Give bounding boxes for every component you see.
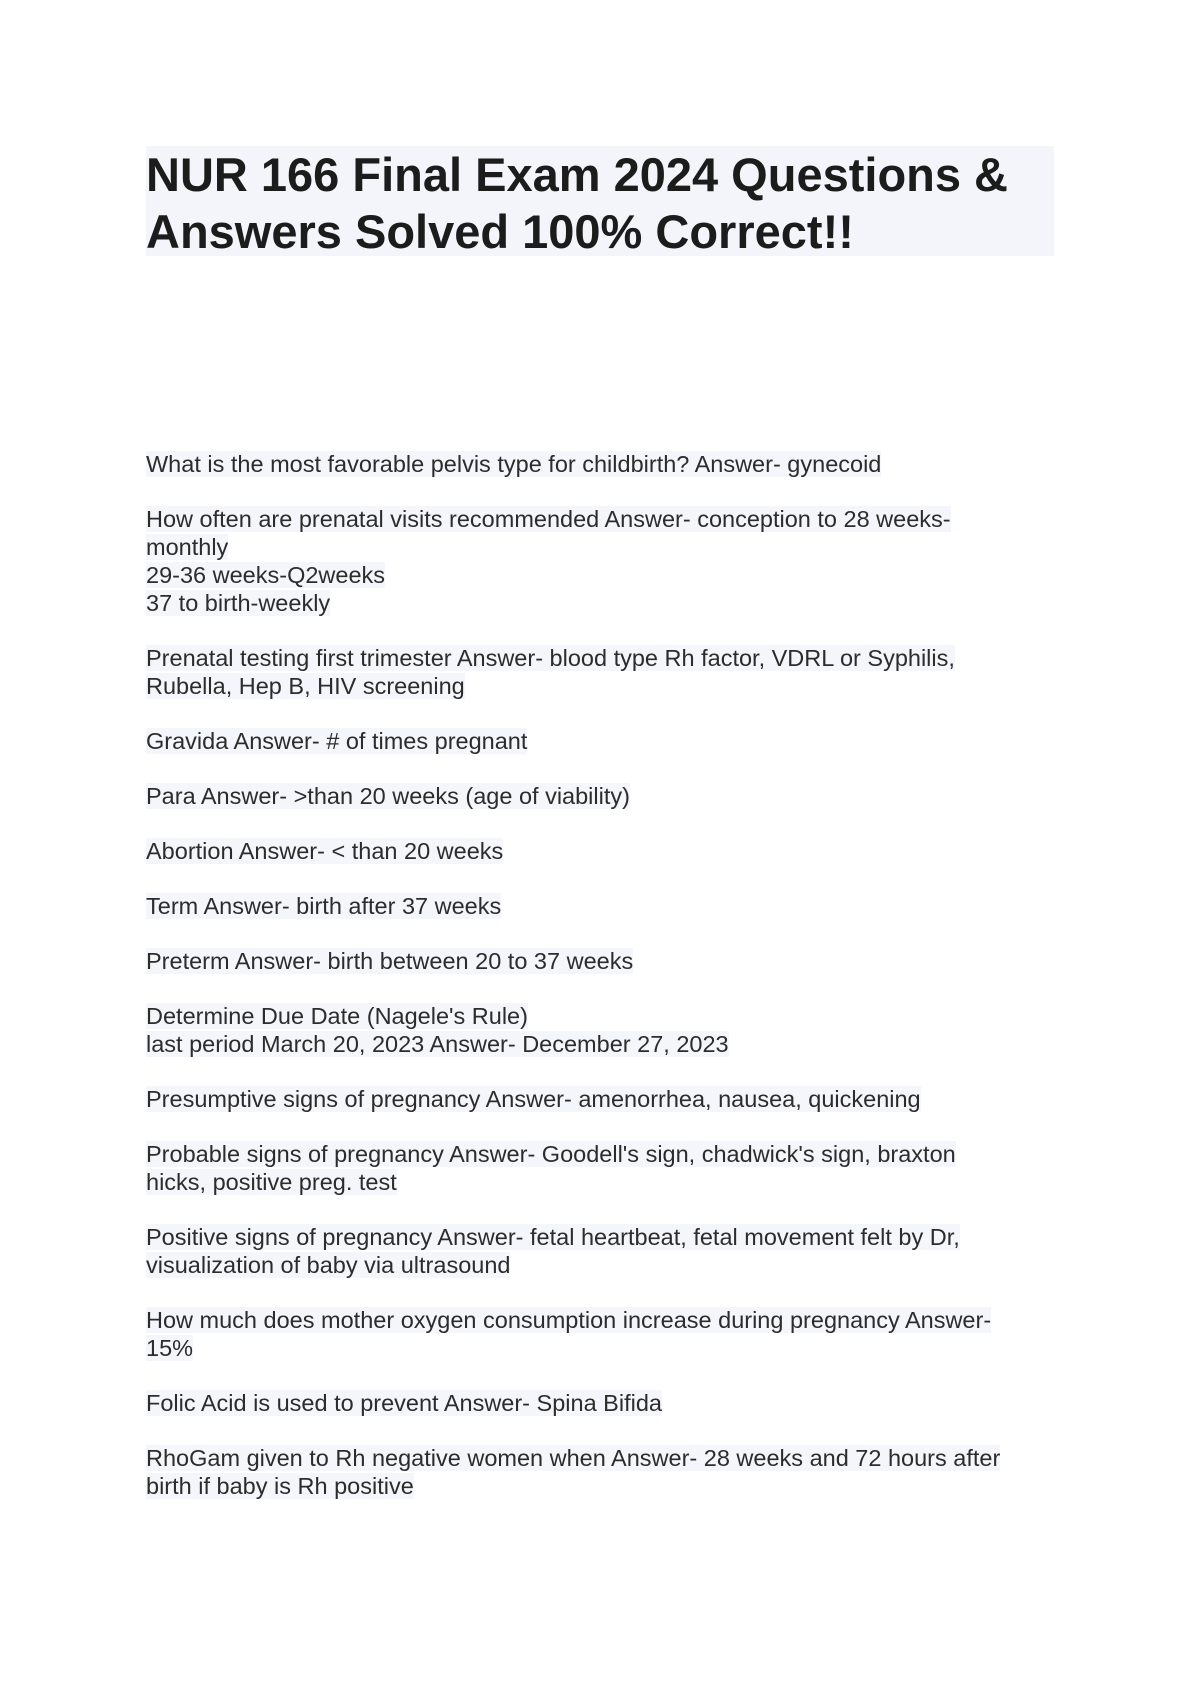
qa-line: hicks, positive preg. test xyxy=(146,1169,397,1195)
title-block xyxy=(146,146,1054,256)
qa-line: monthly xyxy=(146,534,229,560)
qa-line: Folic Acid is used to prevent Answer- Spina Bifida xyxy=(146,1390,662,1416)
title-line: Answers Solved 100% Correct!! xyxy=(146,205,854,258)
qa-line: last period March 20, 2023 Answer- December 27, 2023 xyxy=(146,1031,729,1057)
qa-list xyxy=(146,450,1066,1527)
qa-line: Prenatal testing first trimester Answer- blood type Rh factor, VDRL or Syphilis, xyxy=(146,645,955,671)
qa-line: 15% xyxy=(146,1335,194,1361)
qa-item xyxy=(146,505,1066,617)
qa-item xyxy=(146,1223,1066,1279)
qa-item xyxy=(146,837,1066,865)
qa-line: Positive signs of pregnancy Answer- fetal heartbeat, fetal movement felt by Dr, xyxy=(146,1224,960,1250)
qa-line: RhoGam given to Rh negative women when Answer- 28 weeks and 72 hours after xyxy=(146,1445,1001,1471)
qa-line: visualization of baby via ultrasound xyxy=(146,1252,511,1278)
qa-line: Gravida Answer- # of times pregnant xyxy=(146,728,528,754)
qa-item xyxy=(146,727,1066,755)
qa-line: Para Answer- >than 20 weeks (age of viability) xyxy=(146,783,630,809)
qa-line: Preterm Answer- birth between 20 to 37 weeks xyxy=(146,948,634,974)
qa-line: Rubella, Hep B, HIV screening xyxy=(146,673,465,699)
qa-item xyxy=(146,1444,1066,1500)
qa-item xyxy=(146,1140,1066,1196)
qa-item xyxy=(146,1085,1066,1113)
qa-line: Abortion Answer- < than 20 weeks xyxy=(146,838,504,864)
qa-line: How often are prenatal visits recommended Answer- conception to 28 weeks- xyxy=(146,506,951,532)
qa-item xyxy=(146,1306,1066,1362)
qa-item xyxy=(146,1389,1066,1417)
qa-item xyxy=(146,947,1066,975)
qa-line: Probable signs of pregnancy Answer- Goodell's sign, chadwick's sign, braxton xyxy=(146,1141,956,1167)
qa-line: 37 to birth-weekly xyxy=(146,590,331,616)
qa-item xyxy=(146,782,1066,810)
document-title xyxy=(146,146,1054,260)
qa-line: 29-36 weeks-Q2weeks xyxy=(146,562,386,588)
qa-line: Determine Due Date (Nagele's Rule) xyxy=(146,1003,528,1029)
qa-item xyxy=(146,644,1066,700)
qa-line: What is the most favorable pelvis type for childbirth? Answer- gynecoid xyxy=(146,451,882,477)
qa-item xyxy=(146,450,1066,478)
qa-line: birth if baby is Rh positive xyxy=(146,1473,414,1499)
title-line: NUR 166 Final Exam 2024 Questions & xyxy=(146,148,1008,201)
qa-line: How much does mother oxygen consumption increase during pregnancy Answer- xyxy=(146,1307,992,1333)
qa-line: Presumptive signs of pregnancy Answer- amenorrhea, nausea, quickening xyxy=(146,1086,921,1112)
qa-item xyxy=(146,1002,1066,1058)
qa-item xyxy=(146,892,1066,920)
qa-line: Term Answer- birth after 37 weeks xyxy=(146,893,502,919)
